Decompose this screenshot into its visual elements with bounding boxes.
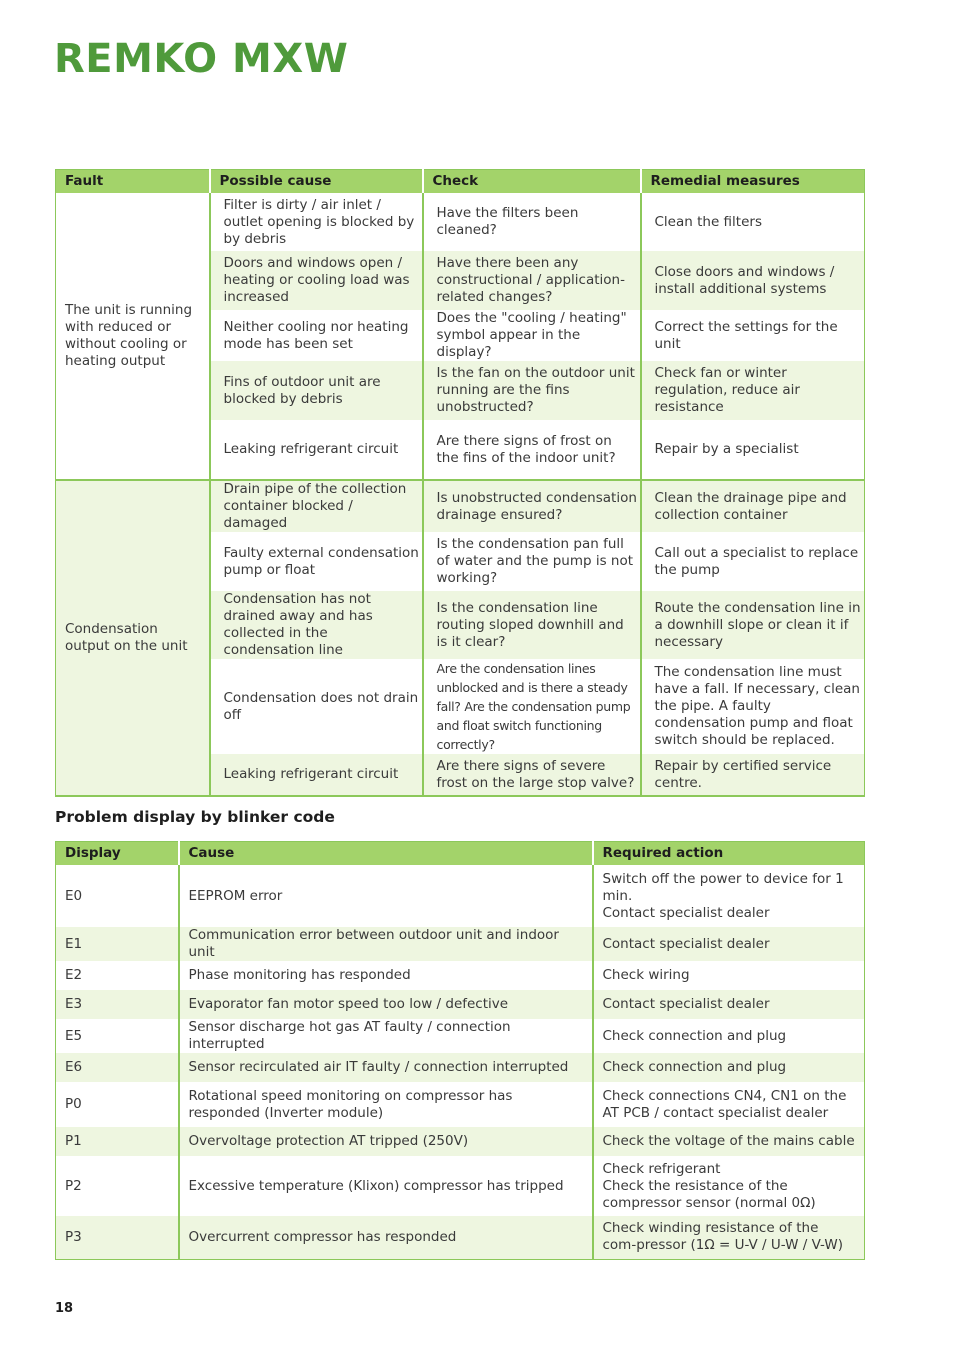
remedy-cell: Route the condensation line in a downhill slope or clean it if necessary bbox=[641, 591, 865, 659]
table-row bbox=[56, 1216, 865, 1259]
check-cell: Is the condensation line routing sloped downhill and is it clear? bbox=[423, 591, 641, 659]
table-row bbox=[56, 990, 865, 1019]
page-number: 18 bbox=[55, 1301, 74, 1316]
remedy-cell: Check fan or winter regulation, reduce air resistance bbox=[641, 361, 865, 420]
cause-cell: Sensor recirculated air IT faulty / connection interrupted bbox=[179, 1053, 593, 1082]
check-cell: Have there been any constructional / application-related changes? bbox=[423, 251, 641, 310]
fault-cell: The unit is running with reduced or without cooling or heating output bbox=[56, 193, 210, 480]
remedy-cell: Repair by certified service centre. bbox=[641, 754, 865, 796]
cause-cell: Evaporator fan motor speed too low / defective bbox=[179, 990, 593, 1019]
cause-cell: Rotational speed monitoring on compressor has responded (Inverter module) bbox=[179, 1082, 593, 1127]
action-cell: Check winding resistance of the com-pressor (1Ω = U-V / U-W / V-W) bbox=[593, 1216, 865, 1259]
display-code: E3 bbox=[56, 990, 179, 1019]
check-cell: Does the "cooling / heating" symbol appear in the display? bbox=[423, 310, 641, 361]
check-cell: Is unobstructed condensation drainage ensured? bbox=[423, 480, 641, 532]
display-code: P1 bbox=[56, 1127, 179, 1156]
display-code: P2 bbox=[65, 1177, 82, 1194]
check-cell: Are there signs of severe frost on the large stop valve? bbox=[423, 754, 641, 796]
display-code: E6 bbox=[56, 1053, 179, 1082]
check-cell: Is the condensation pan full of water and the pump is not working? bbox=[423, 532, 641, 591]
header-remedial-measures: Remedial measures bbox=[641, 170, 865, 194]
table-row bbox=[56, 961, 865, 990]
action-cell: Check connection and plug bbox=[593, 1053, 865, 1082]
remedy-cell: Repair by a specialist bbox=[641, 420, 865, 480]
header-cause: Cause bbox=[179, 842, 593, 866]
remedy-cell: Clean the filters bbox=[641, 193, 865, 251]
check-cell: Are the condensation lines unblocked and is there a steady fall? Are the condensation pump and float switch functioning correctly? bbox=[423, 659, 641, 754]
display-code: E2 bbox=[65, 967, 83, 983]
cause-cell: Condensation does not drain off bbox=[210, 659, 423, 754]
cause-cell: Filter is dirty / air inlet / outlet opening is blocked by by debris bbox=[210, 193, 423, 251]
table-row bbox=[56, 1156, 865, 1216]
cause-cell: Phase monitoring has responded bbox=[179, 961, 593, 990]
header-possible-cause: Possible cause bbox=[210, 170, 423, 194]
action-cell: Check connection and plug bbox=[593, 1019, 865, 1053]
cause-cell: Leaking refrigerant circuit bbox=[210, 754, 423, 796]
action-cell: Switch off the power to device for 1 min. Contact specialist dealer bbox=[593, 865, 865, 927]
action-cell: Contact specialist dealer bbox=[593, 927, 865, 961]
document-title: REMKO MXW bbox=[54, 36, 349, 82]
remedy-cell: The condensation line must have a fall. If necessary, clean the pipe. A faulty condensation pump and float switch should be replaced. bbox=[641, 659, 865, 754]
blinker-code-table bbox=[55, 841, 865, 1260]
cause-cell: Overcurrent compressor has responded bbox=[179, 1216, 593, 1259]
remedy-cell: Correct the settings for the unit bbox=[641, 310, 865, 361]
cause-cell: EEPROM error bbox=[179, 865, 593, 927]
remedy-cell: Close doors and windows / install additional systems bbox=[641, 251, 865, 310]
table-row bbox=[56, 865, 865, 927]
display-code: P3 bbox=[56, 1216, 179, 1259]
header-required-action: Required action bbox=[593, 842, 865, 866]
check-cell: Are there signs of frost on the fins of the indoor unit? bbox=[423, 420, 641, 480]
table-row bbox=[56, 927, 865, 961]
action-cell: Check wiring bbox=[593, 961, 865, 990]
blinker-table-header bbox=[56, 842, 865, 866]
check-cell: Have the filters been cleaned? bbox=[423, 193, 641, 251]
action-cell: Check refrigerant Check the resistance of the compressor sensor (normal 0Ω) bbox=[593, 1156, 865, 1216]
cause-cell: Neither cooling nor heating mode has been set bbox=[210, 310, 423, 361]
table-row bbox=[56, 1082, 865, 1127]
display-code: E1 bbox=[56, 927, 179, 961]
cause-cell: Sensor discharge hot gas AT faulty / connection interrupted bbox=[179, 1019, 593, 1053]
cause-cell: Leaking refrigerant circuit bbox=[210, 420, 423, 480]
fault-table-header bbox=[56, 170, 865, 194]
display-code: E0 bbox=[65, 887, 83, 904]
table-row bbox=[56, 480, 865, 532]
cause-cell: Excessive temperature (Klixon) compressor has tripped bbox=[179, 1156, 593, 1216]
check-cell: Is the fan on the outdoor unit running are the fins unobstructed? bbox=[423, 361, 641, 420]
table-row bbox=[56, 193, 865, 251]
header-display: Display bbox=[56, 842, 179, 866]
display-code: P0 bbox=[65, 1096, 82, 1112]
cause-cell: Overvoltage protection AT tripped (250V) bbox=[179, 1127, 593, 1156]
fault-table bbox=[55, 169, 865, 797]
cause-cell: Communication error between outdoor unit and indoor unit bbox=[179, 927, 593, 961]
remedy-cell: Clean the drainage pipe and collection container bbox=[641, 480, 865, 532]
header-check: Check bbox=[423, 170, 641, 194]
cause-cell: Condensation has not drained away and has collected in the condensation line bbox=[210, 591, 423, 659]
fault-cell: Condensation output on the unit bbox=[56, 480, 210, 796]
table-row bbox=[56, 1053, 865, 1082]
section-title: Problem display by blinker code bbox=[55, 808, 335, 826]
table-row bbox=[56, 1019, 865, 1053]
display-code: E5 bbox=[65, 1027, 83, 1044]
cause-cell: Faulty external condensation pump or float bbox=[210, 532, 423, 591]
cause-cell: Doors and windows open / heating or cooling load was increased bbox=[210, 251, 423, 310]
cause-cell: Drain pipe of the collection container blocked / damaged bbox=[210, 480, 423, 532]
action-cell: Contact specialist dealer bbox=[593, 990, 865, 1019]
remedy-cell: Call out a specialist to replace the pump bbox=[641, 532, 865, 591]
table-row bbox=[56, 1127, 865, 1156]
action-cell: Check the voltage of the mains cable bbox=[593, 1127, 865, 1156]
cause-cell: Fins of outdoor unit are blocked by debris bbox=[210, 361, 423, 420]
action-cell: Check connections CN4, CN1 on the AT PCB / contact specialist dealer bbox=[593, 1082, 865, 1127]
header-fault: Fault bbox=[56, 170, 210, 194]
